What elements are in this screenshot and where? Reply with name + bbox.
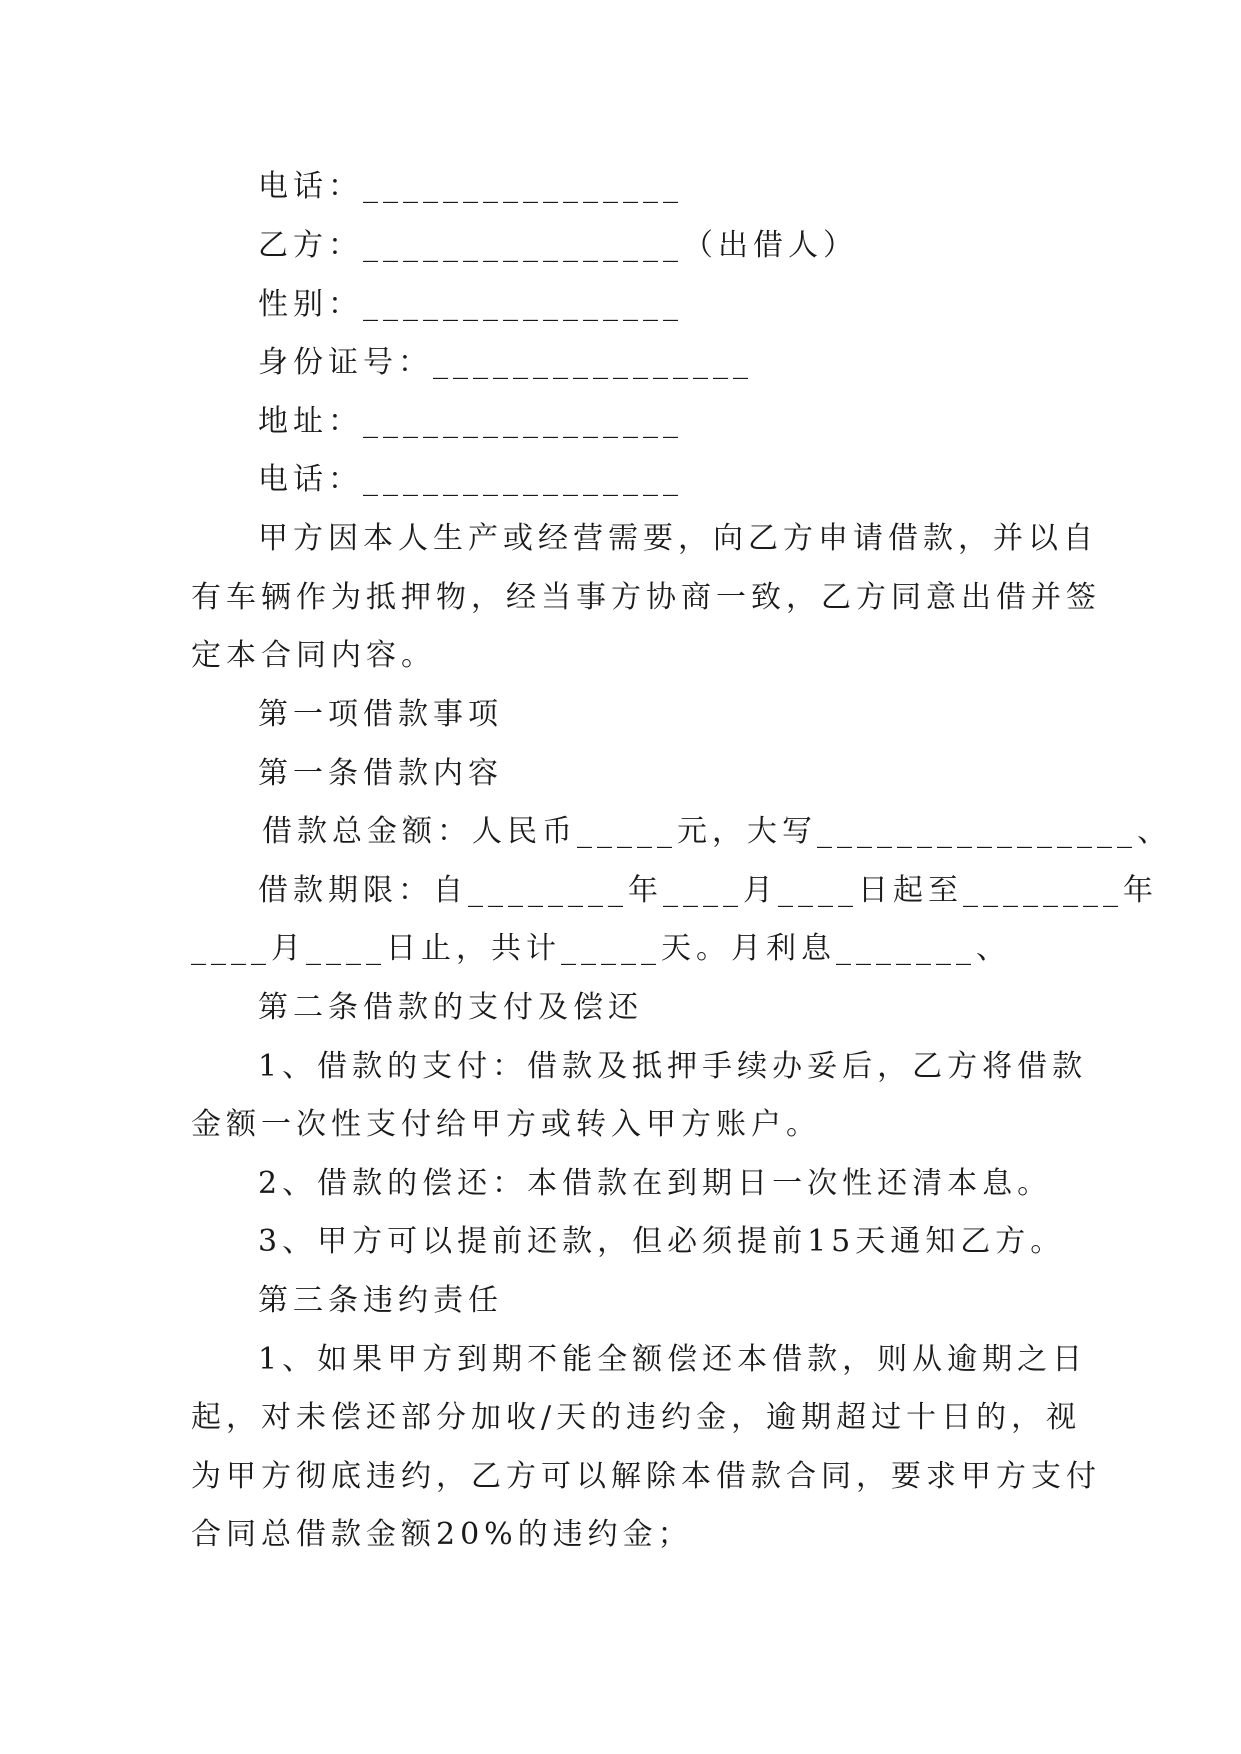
loan-term-line-1: 借款期限：自________年____月____日起至________年 xyxy=(258,873,1158,908)
repayment-clause-line: 2、借款的偿还：本借款在到期日一次性还清本息。 xyxy=(258,1166,1053,1201)
id-number-line: 身份证号：________________ xyxy=(258,345,753,380)
intro-paragraph-line-1: 甲方因本人生产或经营需要，向乙方申请借款，并以自 xyxy=(258,521,1098,556)
address-line: 地址：________________ xyxy=(258,404,683,439)
breach-clause-line-4: 合同总借款金额20%的违约金； xyxy=(191,1517,693,1552)
early-repayment-clause-line: 3、甲方可以提前还款，但必须提前15天通知乙方。 xyxy=(258,1224,1066,1259)
breach-clause-line-3: 为甲方彻底违约，乙方可以解除本借款合同，要求甲方支付 xyxy=(191,1459,1101,1494)
phone-line-2: 电话：________________ xyxy=(258,462,683,497)
article-2-heading: 第二条借款的支付及偿还 xyxy=(258,990,643,1025)
party-b-line: 乙方：________________（出借人） xyxy=(258,228,858,263)
breach-clause-line-1: 1、如果甲方到期不能全额偿还本借款，则从逾期之日 xyxy=(258,1342,1088,1377)
loan-term-line-2: ____月____日止，共计_____天。月利息_______、 xyxy=(191,931,1011,966)
intro-paragraph-line-2: 有车辆作为抵押物，经当事方协商一致，乙方同意出借并签 xyxy=(191,580,1101,615)
intro-paragraph-line-3: 定本合同内容。 xyxy=(191,638,436,673)
article-1-heading: 第一条借款内容 xyxy=(258,756,503,791)
payment-clause-line-1: 1、借款的支付：借款及抵押手续办妥后，乙方将借款 xyxy=(258,1049,1088,1084)
phone-line-1: 电话：________________ xyxy=(258,169,683,204)
section-heading: 第一项借款事项 xyxy=(258,697,503,732)
breach-clause-line-2: 起，对未偿还部分加收/天的违约金，逾期超过十日的，视 xyxy=(191,1400,1082,1435)
gender-line: 性别：________________ xyxy=(258,287,683,322)
payment-clause-line-2: 金额一次性支付给甲方或转入甲方账户。 xyxy=(191,1107,821,1142)
loan-amount-line: 借款总金额：人民币_____元，大写________________、 xyxy=(262,814,1172,849)
article-3-heading: 第三条违约责任 xyxy=(258,1283,503,1318)
